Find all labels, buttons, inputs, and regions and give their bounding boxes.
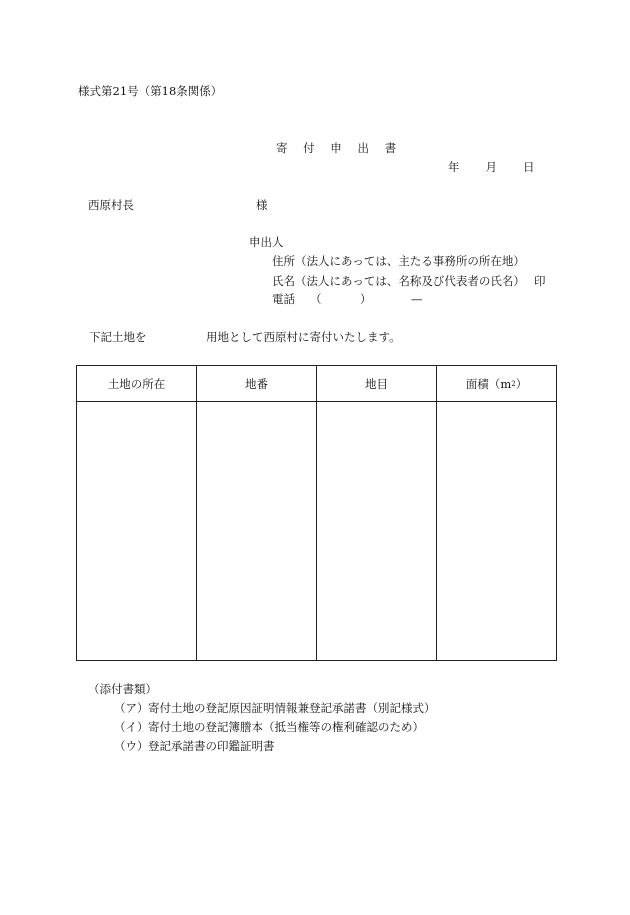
cell-location[interactable] bbox=[77, 402, 197, 660]
header-area-unit: m bbox=[500, 376, 512, 391]
donation-statement-prefix: 下記土地を bbox=[89, 330, 147, 344]
header-area bbox=[437, 366, 556, 402]
applicant-address-label: 住所（法人にあっては、主たる事務所の所在地） bbox=[272, 254, 525, 268]
cell-land-category[interactable] bbox=[317, 402, 437, 660]
attachment-text: 登記承諾書の印鑑証明書 bbox=[148, 739, 275, 753]
date-year: 年 bbox=[448, 160, 460, 174]
phone-label: 電話 bbox=[272, 292, 295, 306]
seal-mark: 印 bbox=[534, 274, 546, 288]
phone-dash: — bbox=[411, 292, 423, 306]
attachments-heading: （添付書類） bbox=[88, 682, 157, 696]
addressee-name: 西原村長 bbox=[88, 198, 134, 212]
applicant-name-label: 氏名（法人にあっては、名称及び代表者の氏名） bbox=[272, 274, 525, 288]
attachment-text: 寄付土地の登記原因証明情報兼登記承諾書（別記様式） bbox=[148, 701, 436, 715]
attachment-label: （ウ） bbox=[114, 739, 149, 753]
cell-lot-number[interactable] bbox=[197, 402, 317, 660]
header-area-unit-power: 2 bbox=[511, 379, 516, 388]
attachment-label: （イ） bbox=[114, 720, 149, 734]
applicant-heading: 申出人 bbox=[249, 235, 284, 249]
date-day: 日 bbox=[523, 160, 535, 174]
attachment-text: 寄付土地の登記簿謄本（抵当権等の権利確認のため） bbox=[148, 720, 424, 734]
header-lot-number: 地番 bbox=[197, 366, 317, 402]
document-title: 寄 付 申 出 書 bbox=[276, 141, 403, 155]
cell-area[interactable] bbox=[437, 402, 556, 660]
header-land-category: 地目 bbox=[317, 366, 437, 402]
header-area-label: 面積（ bbox=[465, 376, 501, 391]
header-area-close: ） bbox=[515, 376, 528, 391]
phone-open-paren: （ bbox=[310, 292, 322, 306]
land-table bbox=[76, 365, 557, 661]
form-number: 様式第21号（第18条関係） bbox=[78, 84, 223, 98]
phone-close-paren: ） bbox=[360, 292, 372, 306]
attachment-label: （ア） bbox=[114, 701, 149, 715]
header-location: 土地の所在 bbox=[77, 366, 197, 402]
date-line bbox=[448, 162, 535, 174]
date-month: 月 bbox=[485, 160, 497, 174]
donation-statement-suffix: 用地として西原村に寄付いたします。 bbox=[206, 330, 401, 344]
addressee-honorific: 様 bbox=[256, 198, 268, 212]
